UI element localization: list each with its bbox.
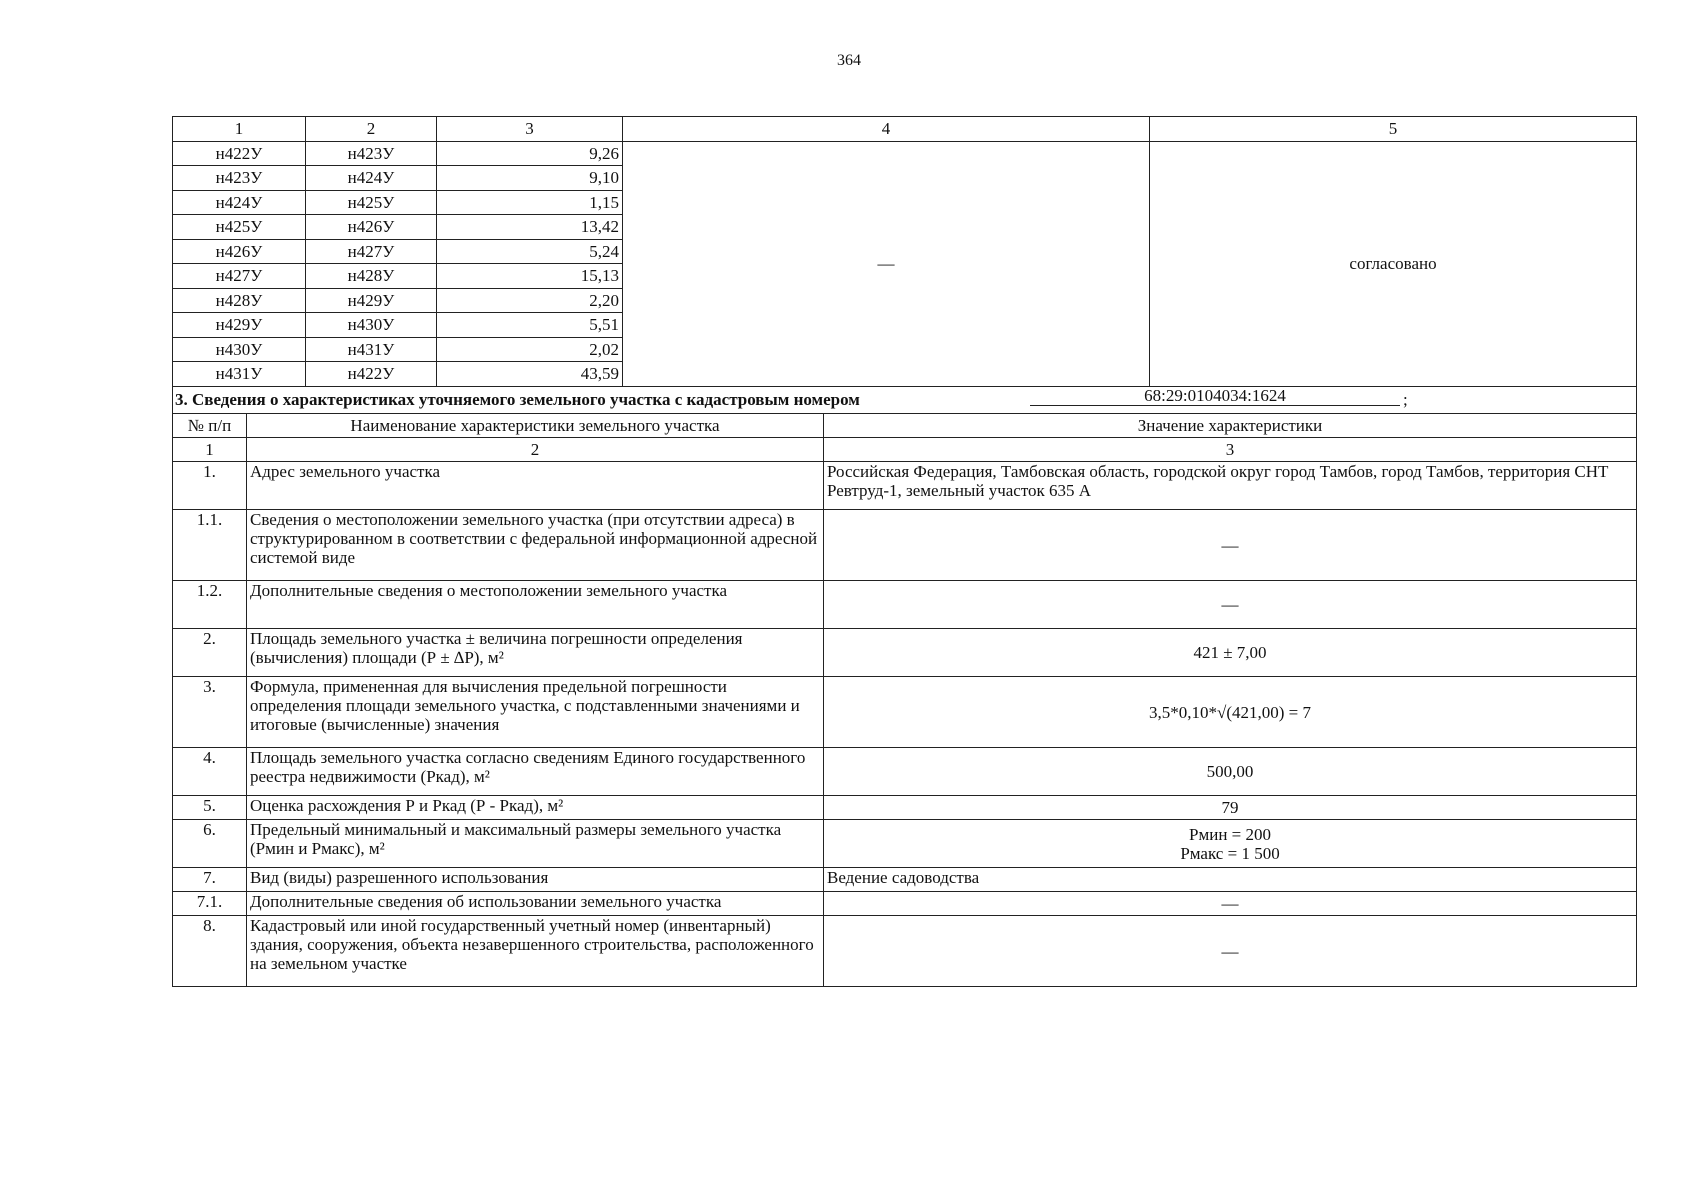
segment-from: н427У <box>173 264 306 289</box>
value-line: Рмакс = 1 500 <box>1180 843 1280 863</box>
value-line: — <box>1221 595 1239 614</box>
value-line: — <box>1221 941 1239 961</box>
row-number: 6. <box>173 820 247 868</box>
characteristic-value <box>824 510 1637 581</box>
segments-header-row <box>173 117 1637 142</box>
table-row <box>173 820 1637 868</box>
characteristic-value <box>824 462 1637 510</box>
value-line: 3,5*0,10*√(421,00) = 7 <box>1149 702 1312 722</box>
header-num: № п/п <box>173 414 247 438</box>
section3-title-cell <box>173 385 1637 414</box>
row-number: 7.1. <box>173 892 247 916</box>
segment-from: н429У <box>173 313 306 338</box>
segment-length: 15,13 <box>437 264 623 289</box>
section3-title: 3. Сведения о характеристиках уточняемого земельного участка с кадастровым номером <box>175 390 860 409</box>
row-number: 1.1. <box>173 510 247 581</box>
header-number-2: 2 <box>247 438 824 462</box>
segments-header-4: 4 <box>623 117 1150 142</box>
segments-header-1: 1 <box>173 117 306 142</box>
value-line: — <box>1221 894 1239 913</box>
segment-length: 5,51 <box>437 313 623 338</box>
segments-header-2: 2 <box>306 117 437 142</box>
segment-col5-value: согласовано <box>1150 141 1637 386</box>
segment-length: 13,42 <box>437 215 623 240</box>
value-line: 500,00 <box>1206 762 1254 781</box>
characteristic-name: Оценка расхождения Р и Ркад (Р - Ркад), м² <box>247 796 824 820</box>
segment-to: н427У <box>306 239 437 264</box>
characteristic-name: Адрес земельного участка <box>247 462 824 510</box>
segment-from: н423У <box>173 166 306 191</box>
section3-header-numbers-row <box>173 438 1637 462</box>
characteristic-value <box>824 868 1637 892</box>
characteristic-value <box>824 581 1637 629</box>
characteristic-value <box>824 820 1637 868</box>
segment-col4-value: — <box>623 141 1150 386</box>
segment-to: н424У <box>306 166 437 191</box>
segment-length: 2,02 <box>437 337 623 362</box>
segment-to: н428У <box>306 264 437 289</box>
segment-length: 5,24 <box>437 239 623 264</box>
characteristic-name: Вид (виды) разрешенного использования <box>247 868 824 892</box>
segment-from: н424У <box>173 190 306 215</box>
segment-from: н430У <box>173 337 306 362</box>
characteristic-value <box>824 892 1637 916</box>
characteristic-name: Дополнительные сведения об использовании земельного участка <box>247 892 824 916</box>
segment-to: н423У <box>306 141 437 166</box>
segment-from: н431У <box>173 362 306 387</box>
row-number: 1.2. <box>173 581 247 629</box>
cadastral-number: 68:29:0104034:1624 <box>1030 386 1400 406</box>
characteristic-value <box>824 916 1637 987</box>
row-number: 8. <box>173 916 247 987</box>
segment-length: 9,10 <box>437 166 623 191</box>
characteristic-value <box>824 677 1637 748</box>
row-number: 5. <box>173 796 247 820</box>
segment-to: н425У <box>306 190 437 215</box>
value-line: Ведение садоводства <box>827 868 980 887</box>
segment-to: н422У <box>306 362 437 387</box>
value-line: 421 ± 7,00 <box>1193 643 1267 662</box>
table-row <box>173 748 1637 796</box>
segment-to: н426У <box>306 215 437 240</box>
segment-length: 1,15 <box>437 190 623 215</box>
header-name: Наименование характеристики земельного участка <box>247 414 824 438</box>
segments-header-3: 3 <box>437 117 623 142</box>
section3-header-row <box>173 414 1637 438</box>
characteristic-name: Сведения о местоположении земельного участка (при отсутствии адреса) в структурированном в соответствии с федеральной информационной адресной системой виде <box>247 510 824 581</box>
segment-length: 43,59 <box>437 362 623 387</box>
boundary-segments-table <box>172 116 1637 387</box>
characteristic-value <box>824 796 1637 820</box>
segment-to: н429У <box>306 288 437 313</box>
characteristic-name: Формула, примененная для вычисления предельной погрешности определения площади земельного участка, с подставленными значениями и итоговые (вычисленные) значения <box>247 677 824 748</box>
table-row <box>173 141 1637 166</box>
row-number: 4. <box>173 748 247 796</box>
table-row <box>173 868 1637 892</box>
table-row <box>173 796 1637 820</box>
table-row <box>173 916 1637 987</box>
value-line: — <box>1221 535 1239 555</box>
table-row <box>173 462 1637 510</box>
characteristic-name: Площадь земельного участка ± величина погрешности определения (вычисления) площади (Р ± ∆Р), м² <box>247 629 824 677</box>
value-line: Рмин = 200 <box>1189 824 1272 844</box>
characteristic-name: Дополнительные сведения о местоположении земельного участка <box>247 581 824 629</box>
section3-characteristics-table <box>172 385 1637 987</box>
row-number: 2. <box>173 629 247 677</box>
segment-length: 9,26 <box>437 141 623 166</box>
table-row <box>173 892 1637 916</box>
value-line: 79 <box>1221 798 1239 817</box>
header-number-1: 1 <box>173 438 247 462</box>
page-number: 364 <box>837 52 861 69</box>
segment-from: н426У <box>173 239 306 264</box>
row-number: 3. <box>173 677 247 748</box>
title-suffix: ; <box>1403 390 1408 409</box>
table-row <box>173 677 1637 748</box>
characteristic-name: Предельный минимальный и максимальный размеры земельного участка (Рмин и Рмакс), м² <box>247 820 824 868</box>
row-number: 7. <box>173 868 247 892</box>
table-row <box>173 581 1637 629</box>
segments-header-5: 5 <box>1150 117 1637 142</box>
characteristic-name: Кадастровый или иной государственный учетный номер (инвентарный) здания, сооружения, объекта незавершенного строительства, расположенного на земельном участке <box>247 916 824 987</box>
header-number-3: 3 <box>824 438 1637 462</box>
table-row <box>173 510 1637 581</box>
segment-from: н425У <box>173 215 306 240</box>
header-value: Значение характеристики <box>824 414 1637 438</box>
characteristic-value <box>824 748 1637 796</box>
characteristic-name: Площадь земельного участка согласно сведениям Единого государственного реестра недвижимости (Ркад), м² <box>247 748 824 796</box>
value-line: Российская Федерация, Тамбовская область, городской округ город Тамбов, город Тамбов, территория СНТ Ревтруд-1, земельный участок 635 А <box>827 462 1609 500</box>
table-row <box>173 629 1637 677</box>
segment-to: н430У <box>306 313 437 338</box>
row-number: 1. <box>173 462 247 510</box>
segment-from: н428У <box>173 288 306 313</box>
segment-to: н431У <box>306 337 437 362</box>
segment-length: 2,20 <box>437 288 623 313</box>
segment-from: н422У <box>173 141 306 166</box>
characteristic-value <box>824 629 1637 677</box>
